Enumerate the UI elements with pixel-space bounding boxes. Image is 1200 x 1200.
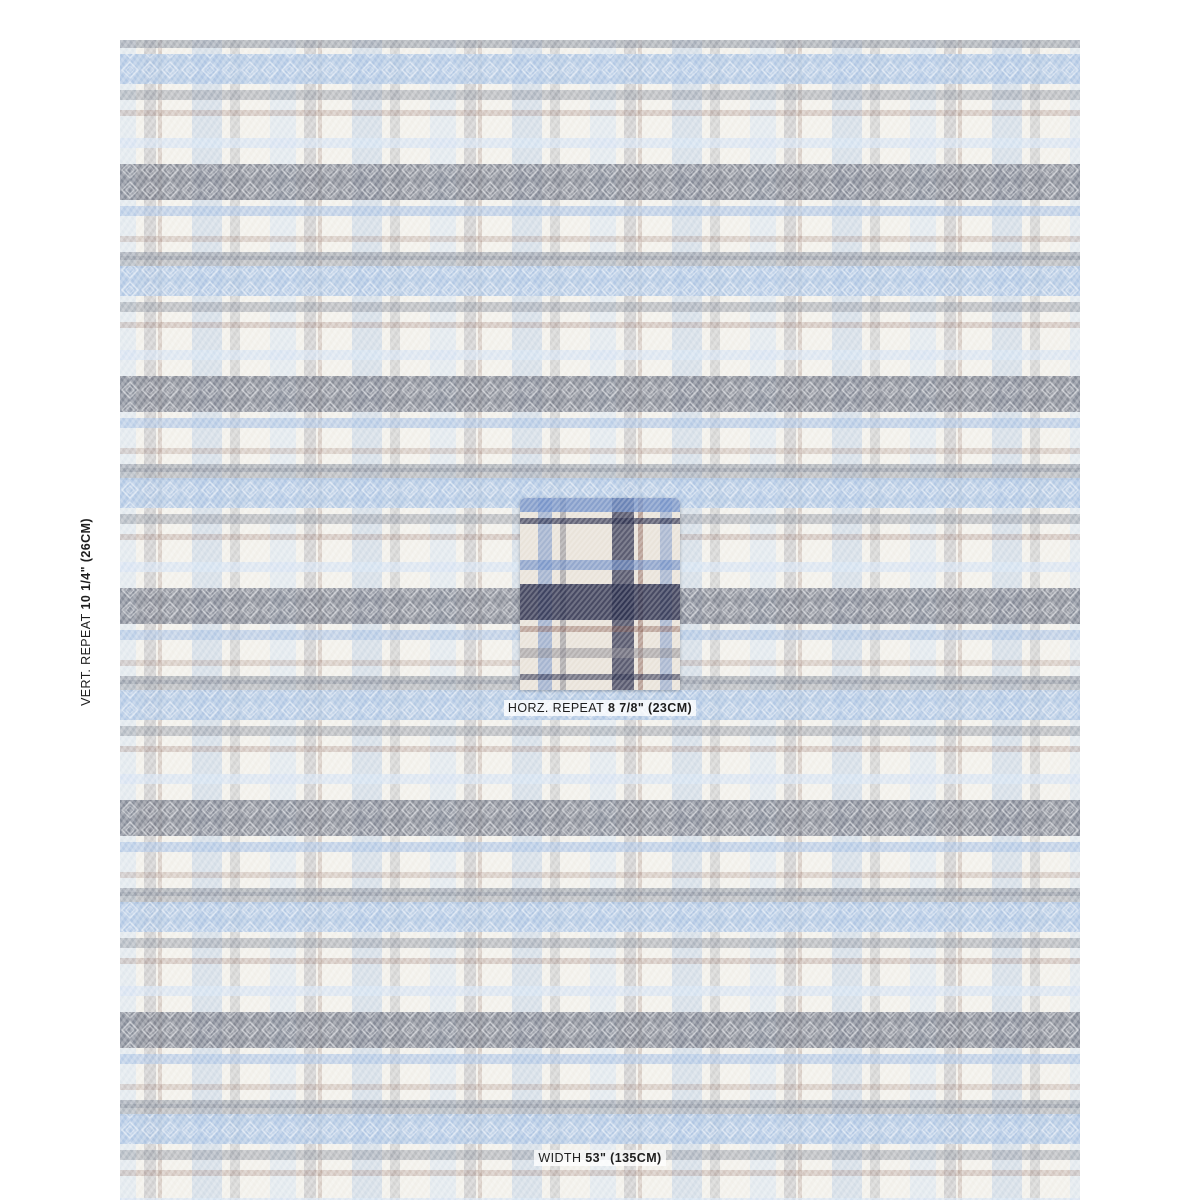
vertical-repeat-text: VERT. REPEAT [79, 613, 93, 706]
vertical-repeat-label [79, 518, 93, 706]
fabric-width-value: 53" (135CM) [585, 1151, 662, 1165]
horizontal-repeat-label [0, 701, 1200, 715]
fabric-width-label [0, 1151, 1200, 1165]
horizontal-repeat-text: HORZ. REPEAT [507, 701, 605, 715]
colorway-sample-chip [520, 498, 680, 690]
fabric-width-text: WIDTH [538, 1151, 582, 1165]
vertical-repeat-value: 10 1/4" (26CM) [79, 518, 93, 610]
horizontal-repeat-value: 8 7/8" (23CM) [608, 701, 693, 715]
